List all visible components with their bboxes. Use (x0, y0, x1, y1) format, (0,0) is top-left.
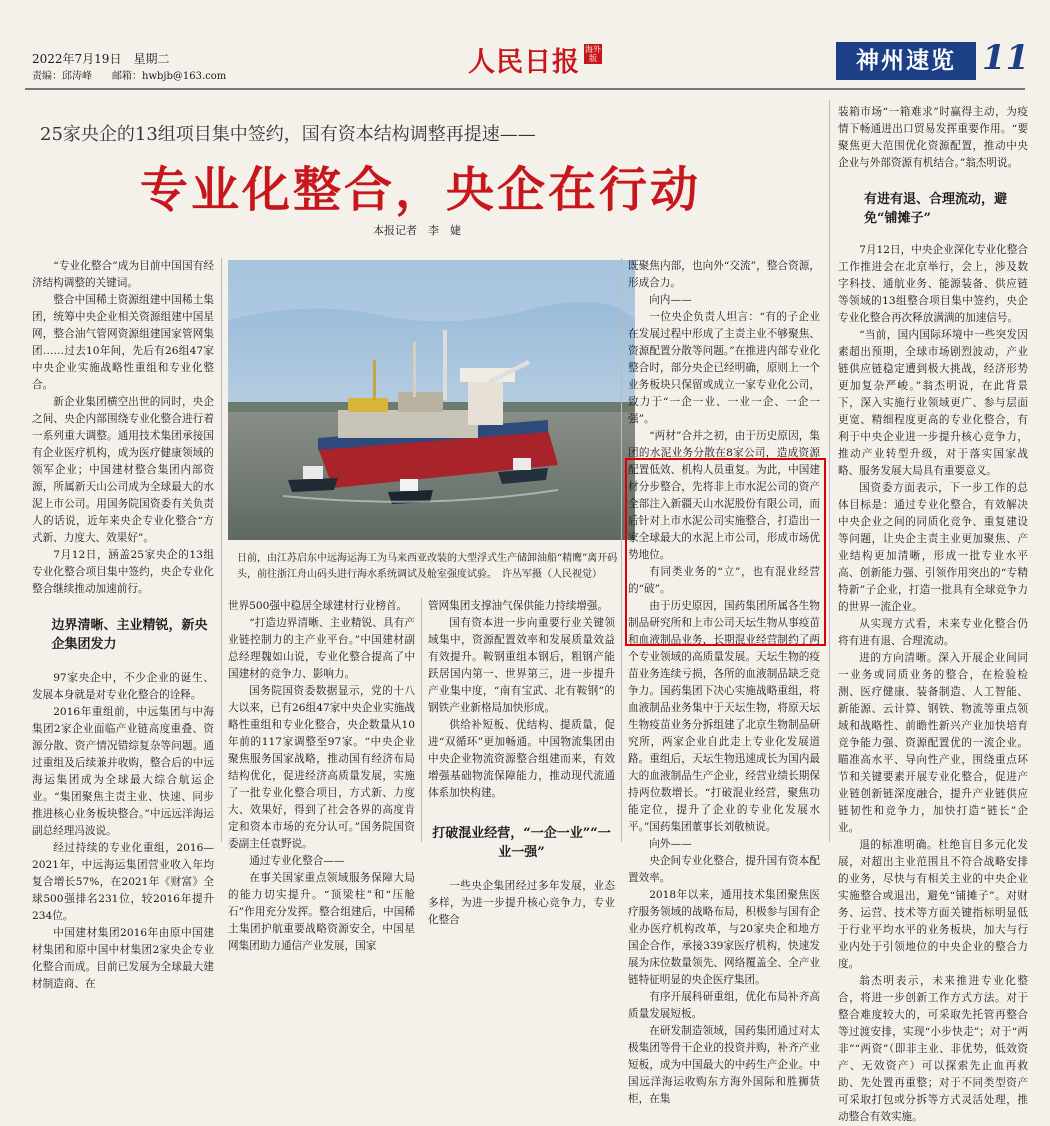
paragraph: 在事关国家重点领域服务保障大局的能力切实提升。“顶梁柱”和“压舱石”作用充分发挥。整合组建后，中国稀土集团护航重要战略资源安全，中国星网集团助力通信产业发展，国家 (228, 872, 415, 952)
column-divider (221, 258, 222, 842)
logo-edition-tag: 海外版 (585, 45, 601, 63)
paragraph: 经过持续的专业化重组，2016—2021年，中远海运集团营业收入年均复合增长57%，在2021年《财富》全球500强排名231位，较2016年提升234位。 (32, 842, 214, 922)
paragraph: 向外—— (649, 838, 692, 850)
article-byline: 本报记者 李 婕 (373, 224, 461, 237)
paragraph: 国务院国资委数据显示，党的十八大以来，已有26组47家中央企业实施战略性重组和专业化整合，央企数量从10年前的117家调整至97家。“中央企业聚焦服务国家战略，推动国有经济布局结构优化，促进经济高质量发展，实施了一批专业化整合项目，方式新、力度大、效果好，得到了社会各界的高度肯定和资本市场的充分认可。”国务院国资委副主任袁野说。 (228, 685, 415, 850)
paragraph: “专业化整合”成为目前中国国有经济结构调整的关键词。 (32, 260, 214, 289)
ship-photo-icon (228, 260, 635, 540)
paragraph: 有序开展科研重组，优化布局补齐高质量发展短板。 (628, 991, 820, 1020)
paragraph: 通过专业化整合—— (249, 855, 345, 867)
paragraph: 翁杰明表示，未来推进专业化整合，将进一步创新工作方式方法。对于整合难度较大的，可采取先托管再整合等过渡安排，实现“小步快走”；对于“两非”“两资”（即非主业、非优势，低效资产、无效资产）可以探索先止血再救助、先处置再重整；对于不同类型资产可采取打包或分拆等方式灵活处理，推动整合有效实施。 (838, 975, 1028, 1123)
column-4 (628, 258, 820, 1108)
paragraph: 中国建材集团2016年由原中国建材集团和原中国中材集团2家央企专业化整合而成。目前已发展为全球最大建材制造商、在 (32, 927, 214, 990)
column-3 (428, 598, 615, 929)
subheading: 打破混业经营，“一企一业”“一业一强” (432, 826, 611, 860)
editor-line: 责编：邱涛峰 邮箱：hwbjb@163.com (32, 71, 227, 82)
paragraph: 管网集团支撑油气保供能力持续增强。 (428, 600, 609, 612)
paragraph: 一些央企集团经过多年发展，业态多样，为进一步提升核心竞争力，专业化整合 (428, 880, 615, 926)
paragraph: 退的标准明确。杜绝盲目多元化发展，对超出主业范围且不符合战略安排的业务，尽快与有相关主业的中央企业实施整合或退出，避免“铺摊子”。对财务、运营、技术等方面关键指标明显低于行业平均水平的业务板块，加大与行业内处于引领地位的中央企业的整合力度。 (838, 839, 1028, 970)
subheading: 有进有退、合理流动，避免“铺摊子” (864, 192, 1008, 226)
paragraph: 在研发制造领域，国药集团通过对太极集团等骨干企业的投资并购，补齐产业短板，成为中国最大的中药生产企业。中国远洋海运收购东方海外国际和胜狮货柜，在集 (628, 1025, 820, 1105)
paragraph: “两材”合并之初，由于历史原因，集团的水泥业务分散在8家公司，造成资源配置低效、机构人员重复。为此，中国建材分步整合，先将非上市水泥公司的资产全部注入新疆天山水泥股份有限公司，而后针对上市水泥公司实施整合，打造出一家全球最大的水泥上市公司，形成市场优势地位。 (628, 430, 820, 561)
ship-photo (228, 260, 635, 540)
paragraph: 7月12日，中央企业深化专业化整合工作推进会在北京举行，会上，涉及数字科技、通航业务、能源装备、供应链等领域的13组整合项目集中签约，央企专业化整合再次释放满满的加速信号。 (838, 244, 1028, 324)
column-divider (421, 598, 422, 842)
paragraph: 97家央企中，不少企业的诞生、发展本身就是对专业化整合的诠释。 (32, 672, 214, 701)
page-number: 11 (982, 38, 1030, 78)
paragraph: 新企业集团横空出世的同时，央企之间、央企内部围绕专业化整合进行着一系列重大调整。通用技术集团承接国有企业医疗机构，成为医疗健康领域的领军企业；中国建材整合集团内部资源，所属新天山公司成为全球最大的水泥上市公司。用国务院国资委有关负责人的话说，近年来央企专业化整合“方式新、力度大、效果好”。 (32, 396, 214, 544)
paragraph: “打造边界清晰、主业精锐、具有产业链控制力的主产业平台。”中国建材副总经理魏如山说，专业化整合提高了中国建材的竞争力、影响力。 (228, 617, 415, 680)
section-title: 神州速览 (836, 42, 976, 80)
paragraph: 7月12日，涵盖25家央企的13组专业化整合项目集中签约，央企专业化整合继续推动加速前行。 (32, 549, 214, 595)
column-1 (32, 258, 214, 993)
highlight-box (625, 458, 826, 646)
column-divider (621, 258, 622, 842)
paragraph: 整合中国稀土资源组建中国稀土集团，统筹中央企业相关资源组建中国星网，整合油气管网资源组建国家管网集团……过去10年间，先后有26组47家中央企业实施战略性重组和专业化整合。 (32, 294, 214, 391)
issue-date: 2022年7月19日 星期二 (32, 52, 170, 66)
paragraph: “当前，国内国际环境中一些突发因素超出预期，全球市场剧烈波动，产业链供应链稳定遭到极大挑战，经济形势更加复杂严峻。”翁杰明说，在此背景下，深入实施行业领域更广、参与层面更宽、精细程度更高的专业化整合，有利于中央企业进一步提升核心竞争力，推动产业转型升级，对于落实国家战略、服务发展大局具有重要意义。 (838, 329, 1028, 477)
paragraph: 有同类业务的“立”，也有混业经营的“破”。 (628, 566, 820, 595)
paragraph: 国有资本进一步向重要行业关键领域集中，资源配置效率和发展质量效益有效提升。鞍钢重组本钢后，粗钢产能跃居国内第一、世界第三，进一步提升产业集中度，“南有宝武、北有鞍钢”的钢铁产业新格局加快形成。 (428, 617, 615, 714)
article-headline: 专业化整合，央企在行动 (140, 162, 702, 218)
article-kicker: 25家央企的13组项目集中签约，国有资本结构调整再提速—— (40, 124, 536, 145)
paragraph: 既聚焦内部，也向外“交流”，整合资源，形成合力。 (628, 260, 820, 289)
paragraph: 一位央企负责人坦言：“有的子企业在发展过程中形成了主责主业不够聚焦、资源配置分散等问题。”在推进内部专业化整合时，部分央企已经明确，原则上一个业务板块只保留或成立一家专业化公司，致力于“一企一业、一业一企、一企一强”。 (628, 311, 820, 425)
header-rule (25, 88, 1025, 90)
paragraph: 向内—— (649, 294, 692, 306)
paragraph: 央企间专业化整合，提升国有资本配置效率。 (628, 855, 820, 884)
paragraph: 由于历史原因，国药集团所属各生物制品研究所和上市公司天坛生物从事疫苗和血液制品业务，长期混业经营制约了两个专业领域的高质量发展。天坛生物的疫苗业务连续亏损，各所的血液制品缺乏竞争力。国药集团下决心实施战略重组，将血液制品业务集中于天坛生物，将原天坛生物疫苗业务分拆组建了北京生物制品研究所，两家企业自此走上专业化发展道路。重组后，天坛生物迅速成长为国内最大的血液制品生产企业，经营业绩长期保持两位数增长。“打破混业经营，聚焦功能定位，提升了企业的专业化发展水平。”国药集团董事长刘敬桢说。 (628, 600, 820, 833)
newspaper-logo: 人民日报 (468, 47, 580, 78)
paragraph: 从实现方式看，未来专业化整合仍将有进有退、合理流动。 (838, 618, 1028, 647)
column-divider (829, 100, 830, 842)
paragraph: 装箱市场“一箱难求”时赢得主动，为疫情下畅通进出口贸易发挥重要作用。“要聚焦更大范围优化资源配置，推动中央企业与外部资源有机结合。”翁杰明说。 (838, 106, 1028, 169)
paragraph: 供给补短板、优结构、提质量，促进“双循环”更加畅通。中国物流集团由中央企业物流资源整合组建而来，有效增强基础物流保障能力，推动现代流通体系加快构建。 (428, 719, 615, 799)
paragraph: 进的方向清晰。深入开展企业间同一业务或同质业务的整合，在检验检测、医疗健康、装备制造、人工智能、新能源、云计算、钢铁、物流等重点领域和战略性、前瞻性新兴产业加快培育竞争能力强、资源配置优的一流企业。瞄准高水平、导向性产业，围绕重点环节和关键要素开展专业化整合，促进产业链创新链深度融合，提升产业链供应链韧性和竞争力，加快打造“链长”企业。 (838, 652, 1028, 834)
paragraph: 世界500强中稳居全球建材行业榜首。 (228, 600, 408, 612)
paragraph: 2018年以来，通用技术集团聚焦医疗服务领域的战略布局，积极参与国有企业办医疗机构改革，与20家央企和地方国企合作，承接339家医疗机构，快速发展为床位数量领先、网络覆盖全、全产业链特征明显的央企医疗集团。 (628, 889, 820, 986)
column-5 (838, 104, 1028, 1126)
paragraph: 2016年重组前，中远集团与中海集团2家企业面临产业链高度重叠、资源分散、资产情况错综复杂等问题。通过重组及后续兼并收购，整合后的中远海运集团成为全球最大综合航运企业。“集团聚焦主责主业、快速、同步推进核心业务板块整合。”中远远洋海运副总经理冯波说。 (32, 706, 214, 837)
photo-caption: 日前，由江苏启东中远海运海工为马来西亚改装的大型浮式生产储卸油船“精鹰”离开码头，前往浙江舟山码头进行海水系统调试及舱室强度试验。 许丛军摄（人民视觉） (237, 553, 618, 580)
column-2 (228, 598, 415, 955)
subheading: 边界清晰、主业精锐，新央企集团发力 (51, 618, 208, 652)
paragraph: 国资委方面表示，下一步工作的总体目标是：通过专业化整合，有效解决中央企业之间的同质化竞争、重复建设等问题，让央企主责主业更加聚焦、产业结构更加清晰，形成一批专业水平高、创新能力强、引领作用突出的“专精特新”子企业，打造一批具有全球竞争力的世界一流企业。 (838, 482, 1028, 613)
